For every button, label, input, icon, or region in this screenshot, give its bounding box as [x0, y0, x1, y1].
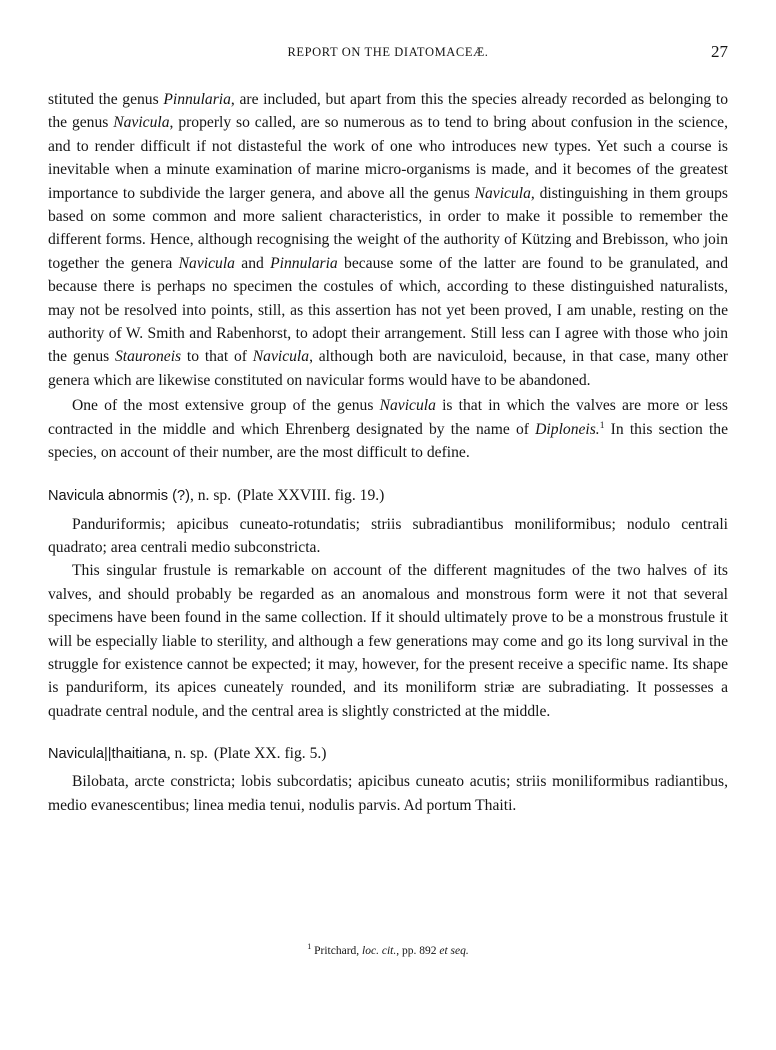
genus-name: Pinnularia — [163, 91, 231, 108]
species-name: Navicula||thaitiana — [48, 746, 167, 763]
genus-name: Diploneis. — [535, 420, 600, 438]
plate-reference: (Plate XX. fig. 5.) — [213, 745, 327, 763]
plate-reference: (Plate XXVIII. fig. 19.) — [237, 486, 385, 504]
paragraph-diploneis: One of the most extensive group of the genus Navicula is that in which the valves are more or less contracted in the middle and which Ehrenberg designated by the name of Diploneis.$^1$ In this section the species, on account of their number, are the most difficult to define. — [48, 397, 728, 462]
species-diagnosis: Bilobata, arcte constricta; lobis subcordatis; apicibus cuneato acutis; striis moniliformibus radiantibus, medio evanescentibus; linea media tenui, nodulis parvis. Ad portum Thaiti. — [48, 773, 728, 814]
paragraph-continuation: stituted the genus Pinnularia, are included, but apart from this the species already recorded as belonging to the genus Navicula, properly so called, are so numerous as to tend to bring about confusion in the science, and to render difficult if not distasteful the work of one who introduces new types. Yet such a course is inevitable when a minute examination of marine micro-organisms is made, and it becomes of the greatest importance to subdivide the larger genera, and above all the genus Navicula, distinguishing in them groups based on some common and more salient characteristics, in order to make it possible to remember the different forms. Hence, although recognising the weight of the authority of Kützing and Brebisson, who join together the genera Navicula and Pinnularia because some of the latter are found to be granulated, and because there is perhaps no specimen the costules of which, according to these distinguished naturalists, may not be resolved into points, still, as this assertion has not yet been proved, I am unable, resting on the authority of W. Smith and Rabenhorst, to adopt their arrangement. Still less can I agree with those who join the genus Stauroneis to that of Navicula, although both are naviculoid, because, in that case, many other genera which are likewise constituted on navicular forms would have to be abandoned. — [48, 91, 729, 389]
page-body — [48, 88, 728, 817]
genus-name: Navicula — [252, 348, 310, 366]
footnote-number: 1 — [307, 942, 312, 952]
genus-name: Navicula — [379, 397, 436, 415]
species-status: , n. sp. — [166, 745, 208, 763]
running-title: REPORT ON THE DIATOMACEÆ. — [287, 45, 489, 59]
genus-name: Pinnularia — [270, 254, 338, 272]
genus-name: Navicula — [113, 114, 170, 132]
footnote: $^1$ Pritchard, loc. cit., pp. 892 et seq. — [307, 942, 469, 957]
footnote-marker: 1 — [599, 420, 605, 431]
species-description: This singular frustule is remarkable on account of the different magnitudes of the two halves of its valves, and should probably be regarded as an anomalous and monstrous form were it not that several specimens have been found in the same collection. If it should ultimately prove to be a monstrous frustule it will be especially liable to sterility, and although a few generations may come and go its long survival in the struggle for existence cannot be expected; it may, however, for the present receive a specific name. Its shape is panduriform, its apices cuneately rounded, and its moniliform striæ are subradiating. It possesses a quadrate central nodule, and the central area is slightly constricted at the middle. — [48, 562, 728, 720]
page-number: 27 — [711, 42, 728, 61]
genus-name: Stauroneis — [115, 348, 182, 366]
species-name: Navicula abnormis (?) — [48, 487, 190, 504]
species-heading — [48, 743, 728, 765]
genus-name: Navicula — [474, 184, 531, 202]
genus-name: Navicula — [178, 254, 235, 272]
species-diagnosis: Panduriformis; apicibus cuneato-rotundatis; striis subradiantibus moniliformibus; nodulo centrali quadrato; area centrali medio subconstricta. — [48, 515, 728, 556]
species-status: , n. sp. — [189, 486, 232, 504]
species-heading — [48, 485, 728, 507]
running-header — [48, 42, 728, 62]
